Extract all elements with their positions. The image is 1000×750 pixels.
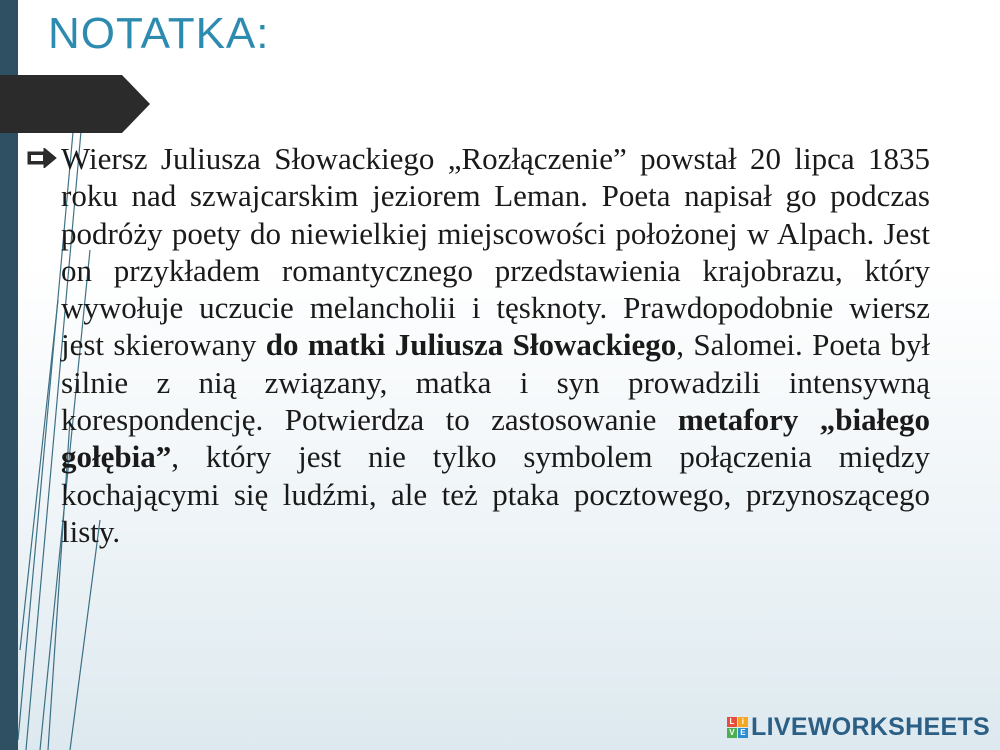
arrow-bullet-icon bbox=[26, 148, 58, 168]
bold-phrase-mother: do matki Juliusza Słowackiego bbox=[265, 327, 677, 363]
paragraph-text-1: Wiersz Juliusza Słowackiego „Rozłączenie” powstał 20 lipca 1835 roku nad szwajcarskim jeziorem Leman. Poeta napisał go podczas podróży poety do niewielkiej miejscowości położonej w Alpach. Jest on przykładem romantycznego przedstawienia krajobrazu, który wywołuje uczucie melancholii i tęsknoty. Prawdopodobnie wiersz jest skierowany bbox=[61, 141, 930, 363]
title-arrow-shape bbox=[0, 75, 150, 133]
liveworksheets-logo-text: LIVEWORKSHEETS bbox=[751, 712, 990, 741]
bold-phrase-metaphor: metafory „białego gołębia” bbox=[61, 402, 931, 475]
paragraph-text-3: , który jest nie tylko symbolem połączenia między kochającymi się ludźmi, ale też ptaka pocztowego, przynoszącego listy. bbox=[61, 439, 930, 549]
liveworksheets-logo-icon: L i V E bbox=[727, 717, 748, 738]
liveworksheets-logo bbox=[727, 712, 990, 742]
slide-title: NOTATKA: bbox=[48, 9, 270, 58]
note-paragraph bbox=[61, 140, 930, 550]
paragraph-text-2: , Salomei. Poeta był silnie z nią związany, matka i syn prowadzili intensywną korespondencję. Potwierdza to zastosowanie bbox=[61, 327, 930, 438]
